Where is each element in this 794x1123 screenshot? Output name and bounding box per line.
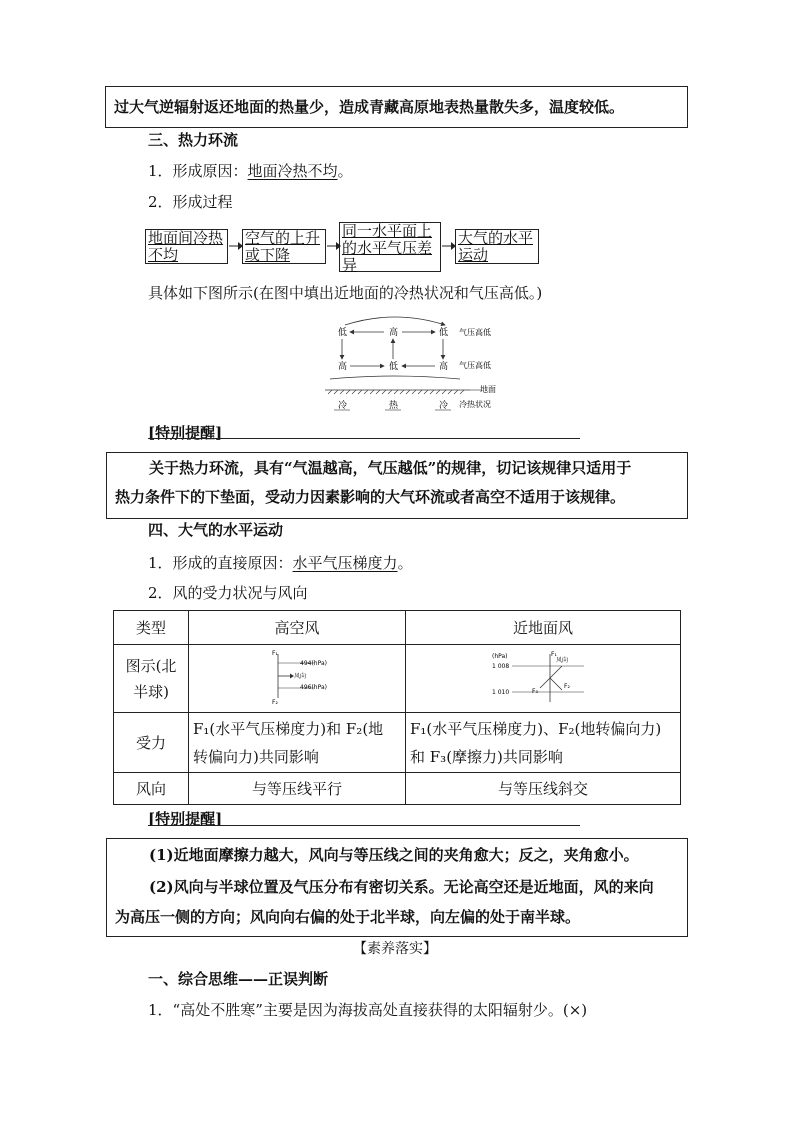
flow-step-2: 空气的上升或下降 bbox=[242, 229, 326, 264]
force-low bbox=[406, 713, 681, 773]
low-f2: F₂ bbox=[564, 682, 570, 690]
diagram-label-top: 气压高低 bbox=[459, 328, 491, 337]
high-wind-diagram-cell bbox=[189, 645, 406, 713]
low-p1: 1 008 bbox=[492, 662, 510, 670]
high-wind-diagram bbox=[242, 648, 352, 706]
practice-title: 一、综合思维——正误判断 bbox=[148, 970, 329, 988]
force-low-2: 和 F₃(摩擦力)共同影响 bbox=[410, 747, 563, 766]
diagram-top-mid: 高 bbox=[389, 328, 399, 338]
s4-item1-prefix: 1．形成的直接原因： bbox=[148, 554, 293, 572]
tip1-line1: 关于热力环流，具有“气温越高，气压越低”的规律，切记该规律只适用于 bbox=[149, 459, 632, 477]
low-unit: (hPa) bbox=[492, 652, 508, 660]
diagram-ground-right: 冷 bbox=[439, 401, 449, 411]
diagram-label-temp: 冷热状况 bbox=[459, 400, 491, 409]
row-diagram-label-2: 半球) bbox=[133, 682, 169, 701]
flow-step-3: 同一水平面上的水平气压差异 bbox=[339, 222, 441, 272]
low-wind: 风向 bbox=[556, 656, 569, 664]
low-wind-diagram-cell bbox=[406, 645, 681, 713]
section3-item1 bbox=[148, 157, 353, 185]
row-force-label: 受力 bbox=[114, 713, 189, 773]
wind-low: 与等压线斜交 bbox=[406, 773, 681, 805]
diagram-ground-mid: 热 bbox=[389, 401, 399, 411]
tip1-rule bbox=[148, 438, 580, 439]
section3-title: 三、热力环流 bbox=[148, 131, 239, 149]
thermal-circulation-diagram bbox=[320, 315, 520, 415]
section3-item2: 2．形成过程 bbox=[148, 193, 233, 211]
high-wind: 风向 bbox=[294, 672, 307, 680]
force-high bbox=[189, 713, 406, 773]
high-f1: F₁ bbox=[272, 649, 278, 657]
tip2-p2-line2: 为高压一侧的方向；风向向右偏的处于北半球，向左偏的处于南半球。 bbox=[115, 908, 581, 926]
top-note-box bbox=[105, 86, 688, 128]
diagram-bottom-right: 高 bbox=[439, 362, 449, 372]
flow-step-1: 地面间冷热不均 bbox=[145, 229, 228, 264]
diagram-label-bottom: 气压高低 bbox=[459, 361, 491, 370]
tip1-box bbox=[106, 452, 688, 519]
tip2-box bbox=[106, 838, 688, 937]
item1-suffix: 。 bbox=[337, 162, 353, 180]
high-f2: F₂ bbox=[272, 698, 278, 706]
diagram-ground-left: 冷 bbox=[338, 401, 348, 411]
section4-item1 bbox=[148, 549, 413, 577]
tip2-p1: (1)近地面摩擦力越大，风向与等压线之间的夹角愈大；反之，夹角愈小。 bbox=[149, 846, 639, 864]
s4-item1-suffix: 。 bbox=[397, 554, 413, 572]
th-low: 近地面风 bbox=[406, 611, 681, 645]
row-wind-label: 风向 bbox=[114, 773, 189, 805]
practice-tag: 【素养落实】 bbox=[353, 941, 437, 957]
low-wind-diagram bbox=[488, 648, 598, 706]
flow-step-4: 大气的水平运动 bbox=[455, 229, 539, 264]
item1-prefix: 1．形成原因： bbox=[148, 162, 248, 180]
tip1-heading: [特别提醒] bbox=[148, 424, 223, 442]
row-diagram-label-1: 图示(北 bbox=[125, 656, 177, 675]
low-p2: 1 010 bbox=[492, 688, 510, 696]
section4-item2: 2．风的受力状况与风向 bbox=[148, 584, 308, 602]
force-high-1: F₁(水平气压梯度力)和 F₂(地 bbox=[193, 719, 384, 738]
item1-answer: 地面冷热不均 bbox=[247, 162, 338, 180]
wind-table bbox=[113, 610, 681, 805]
diagram-top-left: 低 bbox=[338, 328, 348, 338]
tip1-line2: 热力条件下的下垫面，受动力因素影响的大气环流或者高空不适用于该规律。 bbox=[115, 488, 626, 506]
low-f1: F₁ bbox=[551, 650, 557, 658]
wind-high: 与等压线平行 bbox=[189, 773, 406, 805]
force-high-2: 转偏向力)共同影响 bbox=[193, 747, 319, 766]
tip2-rule bbox=[148, 825, 580, 826]
diagram-label-ground: 地面 bbox=[480, 385, 496, 394]
s4-item1-answer: 水平气压梯度力 bbox=[292, 554, 398, 572]
top-note-text: 过大气逆辐射返还地面的热量少，造成青藏高原地表热量散失多，温度较低。 bbox=[114, 98, 625, 116]
diagram-bottom-left: 高 bbox=[338, 362, 348, 372]
high-p2: 496(hPa) bbox=[300, 683, 327, 691]
tip2-p2-line1: (2)风向与半球位置及气压分布有密切关系。无论高空还是近地面，风的来向 bbox=[149, 878, 654, 896]
row-diagram-label bbox=[114, 645, 189, 713]
th-high: 高空风 bbox=[189, 611, 406, 645]
th-type: 类型 bbox=[114, 611, 189, 645]
force-low-1: F₁(水平气压梯度力)、F₂(地转偏向力) bbox=[410, 719, 662, 738]
high-p1: 494(hPa) bbox=[300, 659, 327, 667]
tip2-heading: [特别提醒] bbox=[148, 810, 223, 828]
diagram-bottom-mid: 低 bbox=[389, 362, 399, 372]
diagram-instruction: 具体如下图所示(在图中填出近地面的冷热状况和气压高低。) bbox=[148, 284, 543, 302]
section4-title: 四、大气的水平运动 bbox=[148, 521, 284, 539]
diagram-top-right: 低 bbox=[439, 328, 449, 338]
practice-q1: 1．“高处不胜寒”主要是因为海拔高处直接获得的太阳辐射少。(×) bbox=[148, 1001, 588, 1019]
low-f3: F₃ bbox=[532, 687, 538, 695]
